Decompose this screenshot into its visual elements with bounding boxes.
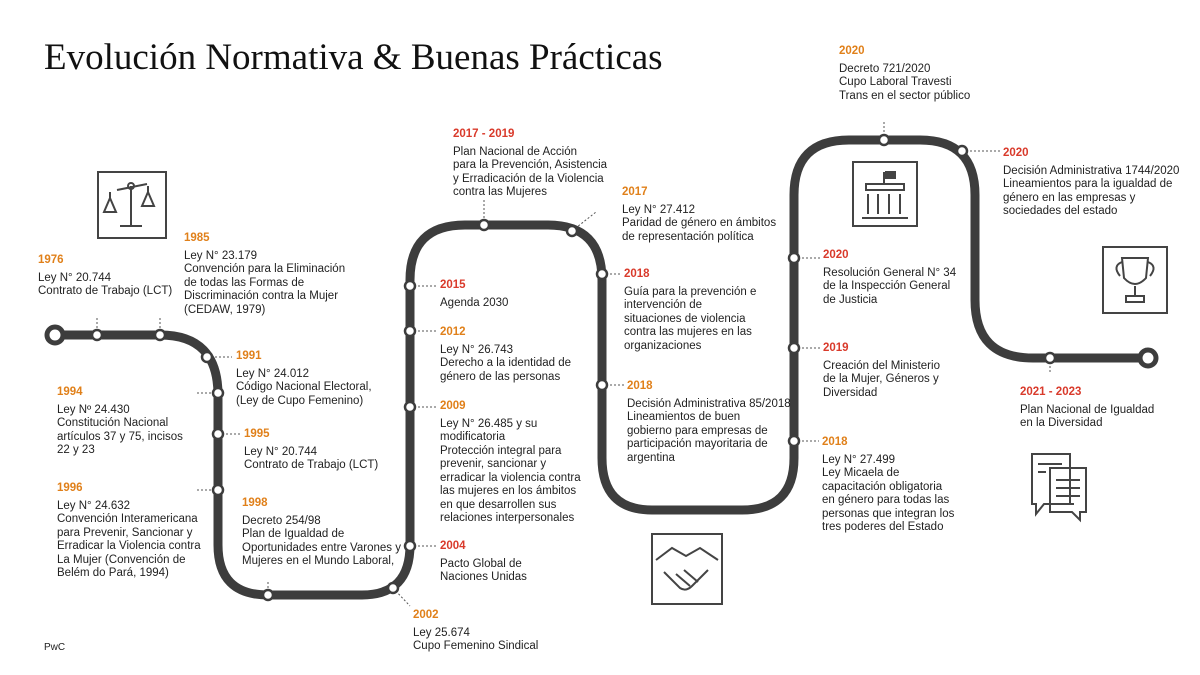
event-text-line: Ley N° 23.179 [184,249,258,262]
event-text-line: gobierno para empresas de [627,424,768,437]
event-text-line: Decisión Administrativa 1744/2020 [1003,164,1180,177]
event-text-line: prevenir, sancionar y [440,458,547,470]
event-text-line: participación mayoritaria de [627,438,768,450]
event-year: 1985 [184,232,210,244]
event-text-line: situaciones de violencia [624,312,746,325]
timeline-event [1003,147,1193,219]
event-year: 1991 [236,350,262,362]
event-text-line: (CEDAW, 1979) [184,303,266,316]
event-text-line: Creación del Ministerio [823,359,940,372]
event-text-line: (Ley de Cupo Femenino) [236,394,364,407]
timeline-event [440,400,600,526]
event-text-line: Derecho a la identidad de [440,357,572,369]
timeline-node [567,226,577,236]
timeline-event [823,342,973,400]
timeline-event [57,386,227,458]
timeline-event [440,326,600,384]
track-end-cap [1140,350,1156,366]
event-text-line: Decreto 721/2020 [839,62,931,75]
event-text-line: género de las personas [440,370,561,383]
event-text-line: Ley Nº 24.430 [57,403,130,416]
event-text-line: contra las mujeres en las [624,326,752,338]
timeline-event [242,497,412,569]
event-text-line: Ley N° 27.412 [622,203,696,216]
timeline-event [244,428,414,473]
page-title: Evolución Normativa & Buenas Prácticas [44,37,663,78]
event-text-line: relaciones interpersonales [440,512,575,524]
event-text-line: Guía para la prevención e [624,285,757,298]
timeline-node [1045,353,1055,363]
event-text-line: en género para todas las [822,494,950,506]
event-text-line: Ley N° 26.485 y su [440,417,538,430]
event-year: 2019 [823,342,849,354]
event-text-line: Oportunidades entre Varones y [242,541,401,554]
event-year: 2020 [1003,147,1029,159]
timeline-node [957,146,967,156]
event-year: 2015 [440,279,466,291]
timeline-node [92,330,102,340]
timeline-node [405,281,415,291]
event-year: 1976 [38,254,64,266]
event-text-line: Decreto 254/98 [242,514,321,527]
event-year: 1995 [244,428,270,440]
event-text-line: en que desarrollen sus [440,498,557,511]
timeline-event [622,186,792,244]
event-text-line: Plan Nacional de Acción [453,145,578,158]
event-text-line: Naciones Unidas [440,571,527,583]
event-text-line: Lineamientos para la igualdad de [1003,178,1173,190]
event-year: 1998 [242,497,268,509]
event-text-line: Trans en el sector público [839,89,971,102]
event-text-line: argentina [627,451,675,464]
event-text-line: para Prevenir, Sancionar y [57,526,193,539]
event-text-line: de la Mujer, Géneros y [823,373,939,385]
event-text-line: Plan Nacional de Igualdad [1020,403,1155,416]
event-text-line: artículos 37 y 75, incisos [57,430,183,443]
event-text-line: La Mujer (Convención de [57,553,186,566]
timeline-node [155,330,165,340]
government-building-icon [853,162,917,226]
event-text-line: Contrato de Trabajo (LCT) [244,459,379,471]
timeline-event [453,128,623,200]
event-year: 2018 [624,268,650,280]
event-text-line: Ley N° 24.012 [236,367,310,380]
event-text-line: erradicar la violencia contra [440,471,581,484]
timeline-node [202,352,212,362]
event-text-line: Pacto Global de [440,557,522,570]
timeline-node [388,583,398,593]
event-year: 2004 [440,540,466,552]
event-text-line: Decisión Administrativa 85/2018 [627,397,791,410]
timeline-event [440,279,590,310]
event-text-line: Constitución Nacional [57,417,169,429]
event-year: 1994 [57,386,83,398]
event-text-line: Discriminación contra la Mujer [184,290,339,302]
event-text-line: Ley N° 20.744 [244,445,318,458]
timeline-node [597,269,607,279]
event-text-line: Ley N° 24.632 [57,499,131,512]
event-text-line: Plan de Igualdad de [242,528,345,540]
event-year: 2012 [440,326,466,338]
event-text-line: Convención para la Eliminación [184,263,346,275]
event-text-line: 22 y 23 [57,444,95,456]
event-year: 2018 [627,380,653,392]
event-text-line: género en las empresas y [1003,191,1136,204]
event-year: 2017 - 2019 [453,128,515,140]
event-text-line: sociedades del estado [1003,205,1118,217]
event-text-line: Cupo Laboral Travesti [839,76,952,88]
scales-icon [98,172,166,238]
event-text-line: de todas las Formas de [184,276,305,289]
event-text-line: intervención de [624,299,702,311]
timeline-event [822,436,982,535]
timeline-event [413,609,583,654]
timeline-event [236,350,406,408]
event-text-line: Lineamientos de buen [627,411,741,423]
event-text-line: Ley N° 20.744 [38,271,112,284]
timeline-event [627,380,797,465]
event-text-line: Ley Micaela de [822,467,900,479]
event-text-line: Belém do Pará, 1994) [57,567,169,579]
event-year: 2020 [839,45,865,57]
timeline-node [479,220,489,230]
timeline-event [839,45,1009,103]
event-text-line: Diversidad [823,386,878,399]
documents-icon [1032,454,1086,520]
event-text-line: Convención Interamericana [57,513,198,525]
event-year: 2009 [440,400,466,412]
event-text-line: personas que integran los [822,507,955,520]
footer-brand: PwC [44,642,66,653]
event-text-line: tres poderes del Estado [822,521,944,533]
event-year: 2002 [413,609,439,621]
timeline-event [440,540,590,585]
event-year: 2017 [622,186,648,198]
event-text-line: Contrato de Trabajo (LCT) [38,285,173,297]
event-text-line: organizaciones [624,339,702,352]
timeline-event [624,268,794,353]
event-text-line: capacitación obligatoria [822,480,943,493]
timeline-node [405,326,415,336]
timeline-node [263,590,273,600]
event-text-line: Resolución General N° 34 [823,266,957,279]
event-text-line: las mujeres en los ámbitos [440,485,577,497]
timeline-event [823,249,993,307]
event-text-line: Código Nacional Electoral, [236,381,372,393]
event-year: 2021 - 2023 [1020,386,1082,398]
timeline-event [57,482,227,581]
event-text-line: para la Prevención, Asistencia [453,159,608,171]
timeline-node [789,253,799,263]
event-text-line: Cupo Femenino Sindical [413,640,539,652]
timeline-event [38,254,208,299]
event-year: 2020 [823,249,849,261]
event-year: 2018 [822,436,848,448]
event-text-line: Mujeres en el Mundo Laboral, [242,555,395,567]
timeline-node [405,402,415,412]
event-year: 1996 [57,482,83,494]
event-text-line: Ley N° 26.743 [440,343,514,356]
timeline-event [1020,386,1190,431]
event-text-line: de Justicia [823,293,878,306]
trophy-icon [1103,247,1167,313]
event-text-line: en la Diversidad [1020,417,1103,429]
handshake-icon [652,534,722,604]
event-text-line: modificatoria [440,431,506,443]
event-text-line: Ley N° 27.499 [822,453,896,466]
event-text-line: contra las Mujeres [453,186,547,198]
event-text-line: Paridad de género en ámbitos [622,217,777,229]
event-text-line: Ley 25.674 [413,626,470,639]
event-text-line: Erradicar la Violencia contra [57,540,201,552]
track-start-cap [47,327,63,343]
event-text-line: Agenda 2030 [440,296,509,309]
event-text-line: Protección integral para [440,444,562,457]
event-text-line: de la Inspección General [823,280,951,292]
timeline-event [184,232,354,317]
event-text-line: y Erradicación de la Violencia [453,172,604,185]
timeline-node [879,135,889,145]
event-text-line: de representación política [622,230,754,243]
